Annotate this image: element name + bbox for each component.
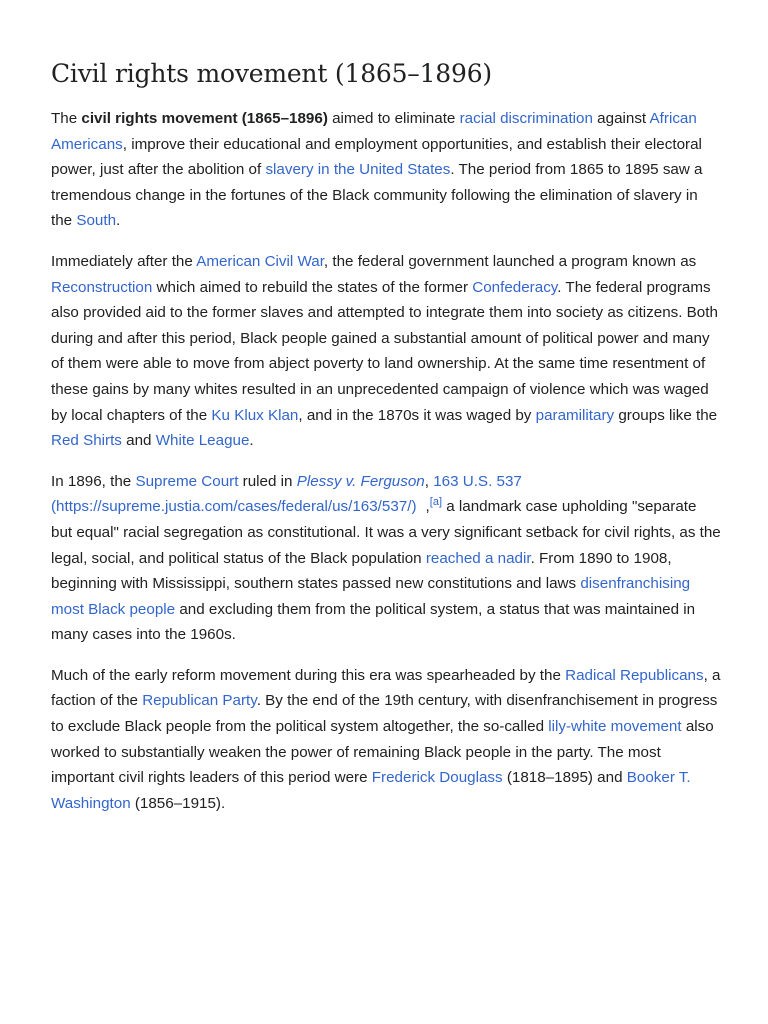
text: ,	[424, 472, 434, 490]
link-south[interactable]: South	[76, 212, 117, 230]
link-paramilitary[interactable]: paramilitary	[535, 406, 615, 424]
text: .	[116, 212, 121, 230]
text: also worked to substantially weaken the power of remaining Black people in the party. The most important civil rights leaders of this period were	[51, 718, 714, 787]
text: . The period from 1865 to 1895 saw a tremendous change in the fortunes of the Black community following the elimination of slavery in the	[51, 161, 703, 230]
text: . From 1890 to 1908, beginning with Mississippi, southern states passed new constitutions and laws	[51, 549, 672, 593]
link-slavery-in-the-united-states[interactable]: slavery in the United States	[265, 161, 451, 179]
paragraph-intro	[51, 106, 721, 234]
link-163-us-537[interactable]: 163 U.S. 537 (https://supreme.justia.com/cases/federal/us/163/537/)	[51, 472, 522, 516]
link-ku-klux-klan[interactable]: Ku Klux Klan	[211, 406, 299, 424]
text: and excluding them from the political system, a status that was maintained in many cases into the 1960s.	[51, 600, 696, 644]
text: and	[121, 432, 156, 450]
link-reconstruction[interactable]: Reconstruction	[51, 278, 153, 296]
footnote-ref-a[interactable]: [a]	[429, 496, 442, 509]
text: , and in the 1870s it was waged by	[298, 406, 536, 424]
link-red-shirts[interactable]: Red Shirts	[51, 432, 122, 450]
link-plessy-v-ferguson[interactable]: Plessy v. Ferguson	[296, 472, 425, 490]
link-supreme-court[interactable]: Supreme Court	[135, 472, 239, 490]
link-radical-republicans[interactable]: Radical Republicans	[565, 666, 704, 684]
text: .	[249, 432, 254, 450]
link-lily-white-movement[interactable]: lily-white movement	[548, 718, 682, 736]
link-racial-discrimination[interactable]: racial discrimination	[459, 110, 593, 127]
link-booker-t-washington[interactable]: Booker T. Washington	[51, 769, 691, 812]
text: Much of the early reform movement during this era was spearheaded by the	[51, 666, 566, 684]
paragraph-reconstruction	[51, 249, 721, 454]
text: , improve their educational and employment opportunities, and establish their electoral power, just after the abolition of	[51, 135, 702, 179]
link-african-americans[interactable]: African Americans	[51, 110, 697, 153]
link-confederacy[interactable]: Confederacy	[472, 278, 558, 296]
text: which aimed to rebuild the states of the former	[152, 278, 473, 296]
paragraph-plessy	[51, 469, 721, 648]
text: groups like the	[614, 406, 718, 424]
text: against	[592, 110, 650, 127]
text: (1818–1895) and	[502, 769, 627, 787]
text: , the federal government launched a program known as	[323, 252, 697, 270]
link-reached-a-nadir[interactable]: reached a nadir	[425, 549, 531, 567]
text: aimed to eliminate	[327, 110, 460, 127]
text: . The federal programs also provided aid to the former slaves and attempted to integrate them into society as citizens. Both during and after this period, Black people gained a substantial amount of political power and many of them were able to move from abject poverty to land ownership. At the same time resentment of these gains by many whites resulted in an unprecedented campaign of violence which was waged by local chapters of the	[51, 278, 718, 424]
link-disenfranchising-most-black-people[interactable]: disenfranchising most Black people	[51, 575, 691, 618]
paragraph-reform-movement	[51, 663, 721, 817]
text: Immediately after the	[51, 252, 197, 270]
text: In 1896, the	[51, 472, 136, 490]
link-white-league[interactable]: White League	[155, 432, 250, 450]
page-title: Civil rights movement (1865–1896)	[51, 59, 492, 88]
text: , a faction of the	[51, 666, 721, 710]
link-republican-party[interactable]: Republican Party	[142, 692, 257, 710]
text: The	[51, 110, 82, 127]
bold-term: civil rights movement (1865–1896)	[81, 110, 328, 127]
text: a landmark case upholding "separate but equal" racial segregation as constitutional. It was a very significant setback for civil rights, as the legal, social, and political status of the Black population	[51, 498, 721, 567]
text: (1856–1915).	[130, 794, 226, 812]
text: ruled in	[238, 472, 297, 490]
article-body	[51, 0, 721, 816]
link-frederick-douglass[interactable]: Frederick Douglass	[371, 769, 503, 787]
text: . By the end of the 19th century, with disenfranchisement in progress to exclude Black people from the political system altogether, the so-called	[51, 692, 718, 736]
link-american-civil-war[interactable]: American Civil War	[196, 252, 324, 270]
text: ,	[425, 498, 430, 516]
